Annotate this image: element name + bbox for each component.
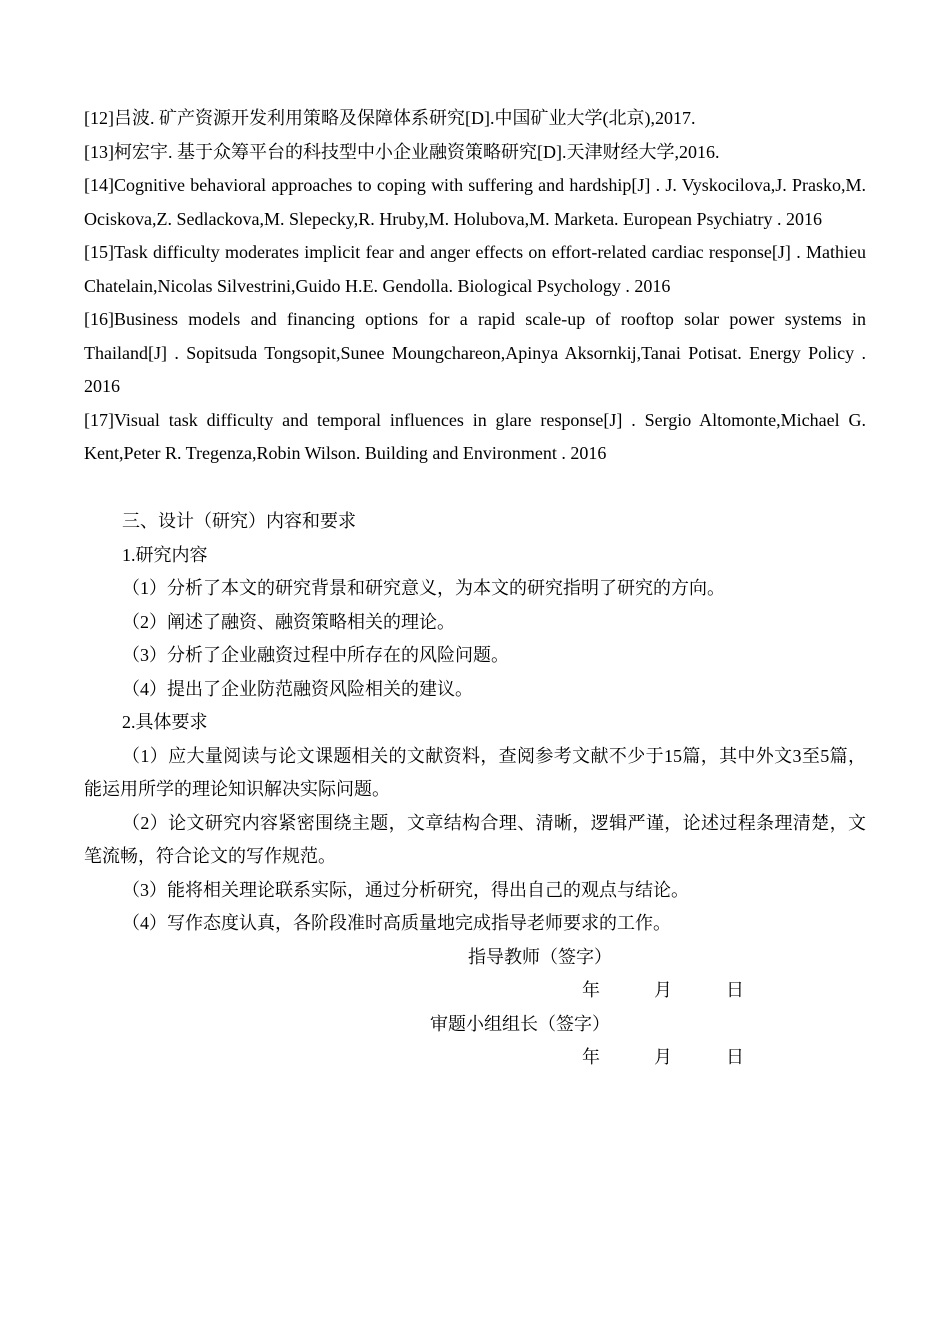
reference-item: [16]Business models and financing options for a rapid scale-up of rooftop solar power systems in Thailand[J] . Sopitsuda Tongsopit,Sunee Moungchareon,Apinya Aksornkij,Tanai Potisat. Energy Policy . 2016 bbox=[84, 309, 866, 396]
year-label: 年 bbox=[582, 1047, 600, 1067]
section-heading: 三、设计（研究）内容和要求 bbox=[122, 511, 356, 531]
advisor-date-row bbox=[84, 974, 866, 1008]
advisor-signature-row bbox=[84, 941, 866, 975]
month-label: 月 bbox=[654, 1047, 672, 1067]
reference-item: [15]Task difficulty moderates implicit fear and anger effects on effort-related cardiac response[J] . Mathieu Chatelain,Nicolas Silvestrini,Guido H.E. Gendolla. Biological Psychology . 2016 bbox=[84, 242, 866, 296]
research-content-heading: 1.研究内容 bbox=[122, 544, 208, 565]
reference-item: [13]柯宏宇. 基于众筹平台的科技型中小企业融资策略研究[D].天津财经大学,2016. bbox=[84, 141, 720, 162]
requirement-item: （4）写作态度认真，各阶段准时高质量地完成指导老师要求的工作。 bbox=[122, 913, 671, 933]
year-label: 年 bbox=[582, 980, 600, 1000]
reference-item: [17]Visual task difficulty and temporal influences in glare response[J] . Sergio Altomonte,Michael G. Kent,Peter R. Tregenza,Robin Wilson. Building and Environment . 2016 bbox=[84, 409, 866, 463]
group-leader-signature-row bbox=[84, 1008, 866, 1042]
requirement-item: （1）应大量阅读与论文课题相关的文献资料，查阅参考文献不少于15篇，其中外文3至5篇，能运用所学的理论知识解决实际问题。 bbox=[84, 745, 866, 799]
day-label: 日 bbox=[726, 1047, 744, 1067]
design-requirements-section bbox=[84, 505, 866, 1075]
requirement-item: （3）能将相关理论联系实际，通过分析研究，得出自己的观点与结论。 bbox=[122, 879, 689, 900]
reference-item: [12]吕波. 矿产资源开发利用策略及保障体系研究[D].中国矿业大学(北京),2017. bbox=[84, 108, 696, 128]
research-content-item: （3）分析了企业融资过程中所存在的风险问题。 bbox=[122, 645, 509, 665]
group-leader-date-row bbox=[84, 1041, 866, 1075]
day-label: 日 bbox=[726, 980, 744, 1000]
requirements-heading: 2.具体要求 bbox=[122, 712, 208, 732]
requirement-item: （2）论文研究内容紧密围绕主题，文章结构合理、清晰，逻辑严谨，论述过程条理清楚，文笔流畅，符合论文的写作规范。 bbox=[84, 812, 866, 866]
group-leader-signature-label: 审题小组组长（签字） bbox=[430, 1013, 610, 1034]
month-label: 月 bbox=[654, 980, 672, 1000]
research-content-item: （4）提出了企业防范融资风险相关的建议。 bbox=[122, 678, 473, 699]
research-content-item: （2）阐述了融资、融资策略相关的理论。 bbox=[122, 611, 455, 632]
advisor-signature-label: 指导教师（签字） bbox=[468, 946, 612, 967]
reference-item: [14]Cognitive behavioral approaches to coping with suffering and hardship[J] . J. Vyskocilova,J. Prasko,M. Ociskova,Z. Sedlackova,M. Slepecky,R. Hruby,M. Holubova,M. Marketa. European Psychiatry . 2016 bbox=[84, 175, 866, 229]
reference-list bbox=[84, 102, 866, 471]
research-content-item: （1）分析了本文的研究背景和研究意义，为本文的研究指明了研究的方向。 bbox=[122, 578, 725, 598]
